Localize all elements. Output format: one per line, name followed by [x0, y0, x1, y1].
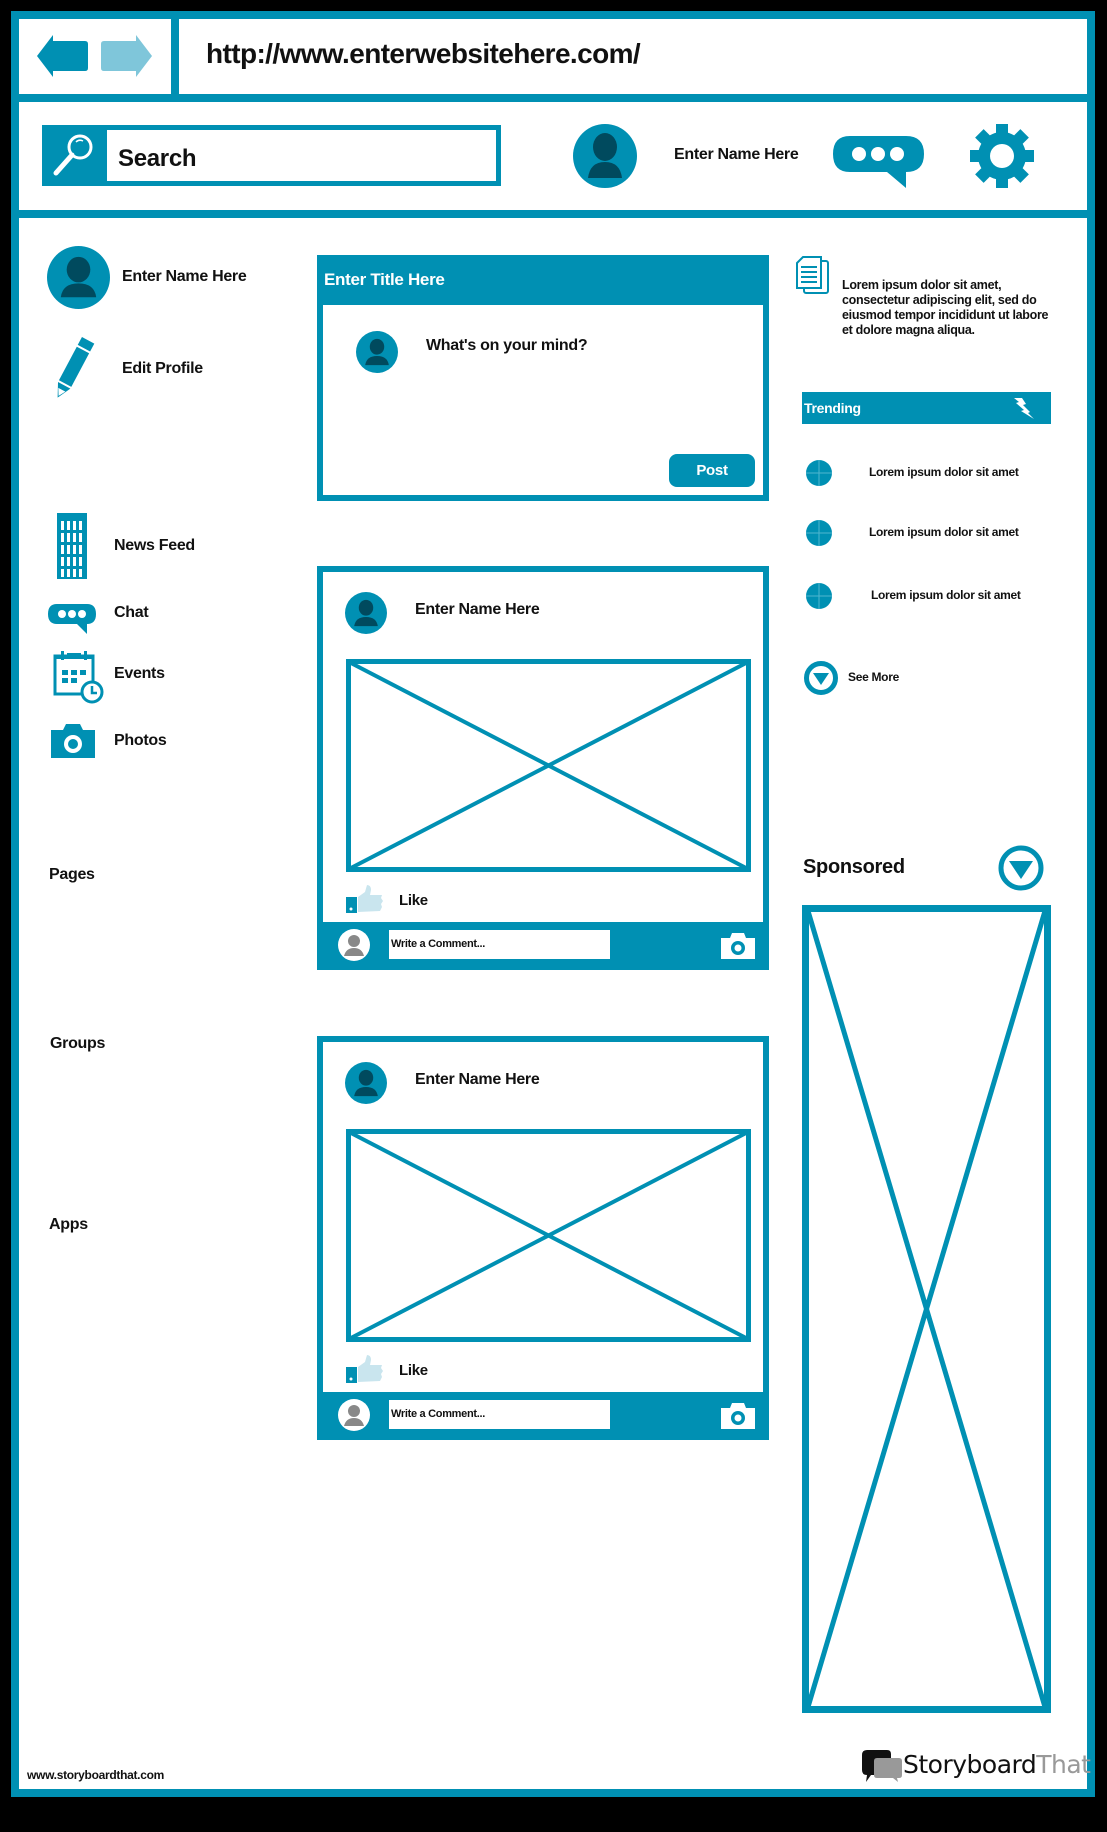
- search-icon[interactable]: [42, 125, 107, 186]
- post-avatar[interactable]: [345, 1062, 387, 1104]
- notice-text: Lorem ipsum dolor sit amet, consectetur adipiscing elit, sed do eiusmod tempor incididunt ut labore et dolore magna aliqua.: [842, 278, 1049, 337]
- search-placeholder: Search: [118, 145, 197, 172]
- commenter-avatar: [338, 929, 370, 961]
- forward-button[interactable]: [100, 33, 154, 79]
- feed-post: [317, 566, 769, 970]
- trending-item-label[interactable]: Lorem ipsum dolor sit amet: [869, 525, 1019, 539]
- post-button[interactable]: Post: [669, 454, 755, 487]
- post-avatar[interactable]: [345, 592, 387, 634]
- profile-name[interactable]: Enter Name Here: [122, 268, 247, 285]
- globe-icon: [806, 460, 832, 486]
- trending-item[interactable]: [806, 520, 832, 546]
- arrow-right-icon: [100, 33, 154, 79]
- user-avatar[interactable]: [573, 124, 637, 188]
- see-more-button[interactable]: [804, 661, 838, 695]
- pencil-icon: [50, 335, 98, 403]
- sidebar-item-photos-label[interactable]: Photos: [114, 732, 167, 749]
- sponsored-title: Sponsored: [803, 856, 905, 878]
- url-divider: [171, 19, 179, 97]
- sidebar-item-chat-label[interactable]: Chat: [114, 604, 149, 621]
- user-icon: [345, 1062, 387, 1104]
- trending-item-label[interactable]: Lorem ipsum dolor sit amet: [869, 465, 1019, 479]
- gear-icon: [968, 122, 1036, 190]
- camera-icon: [721, 1403, 755, 1429]
- sponsored-menu-button[interactable]: [998, 845, 1044, 891]
- composer-title[interactable]: Enter Title Here: [317, 255, 769, 305]
- sidebar-section-apps[interactable]: Apps: [49, 1216, 88, 1233]
- like-label[interactable]: Like: [399, 1362, 428, 1379]
- composer-card: [317, 255, 769, 501]
- globe-icon: [806, 583, 832, 609]
- lightning-icon: [1012, 396, 1036, 420]
- thumbs-up-icon: [345, 1354, 383, 1384]
- user-icon: [338, 929, 370, 961]
- user-icon: [47, 246, 110, 309]
- building-icon: [57, 513, 87, 579]
- document-icon: [795, 255, 831, 297]
- commenter-avatar: [338, 1399, 370, 1431]
- chevron-down-circle-icon: [998, 845, 1044, 891]
- divider: [19, 94, 1087, 102]
- trending-item-label[interactable]: Lorem ipsum dolor sit amet: [871, 588, 1021, 602]
- trending-item[interactable]: [806, 583, 832, 609]
- footer-site-link[interactable]: www.storyboardthat.com: [27, 1768, 164, 1782]
- camera-icon: [721, 933, 755, 959]
- trending-title: Trending: [804, 400, 861, 416]
- post-author[interactable]: Enter Name Here: [415, 1071, 540, 1088]
- like-button[interactable]: [345, 884, 383, 914]
- like-label[interactable]: Like: [399, 892, 428, 909]
- brand-wordmark: StoryboardThat: [903, 1750, 1091, 1779]
- sidebar-section-pages[interactable]: Pages: [49, 866, 95, 883]
- like-button[interactable]: [345, 1354, 383, 1384]
- composer-input[interactable]: What's on your mind?: [426, 337, 588, 354]
- see-more-label[interactable]: See More: [848, 670, 899, 684]
- settings-button[interactable]: [968, 122, 1036, 190]
- attach-photo-button[interactable]: [721, 1403, 755, 1429]
- chevron-down-circle-icon: [804, 661, 838, 695]
- post-image-placeholder[interactable]: [346, 659, 751, 872]
- sidebar-item-events[interactable]: [53, 650, 105, 704]
- back-button[interactable]: [35, 33, 89, 79]
- globe-icon: [806, 520, 832, 546]
- chat-bubble-icon: [47, 603, 97, 635]
- arrow-left-icon: [35, 33, 89, 79]
- search-input[interactable]: [42, 125, 501, 186]
- calendar-clock-icon: [53, 650, 105, 704]
- sidebar-item-events-label[interactable]: Events: [114, 665, 165, 682]
- user-name[interactable]: Enter Name Here: [674, 146, 799, 163]
- speech-bubbles-icon: [861, 1749, 903, 1783]
- image-placeholder-icon: [346, 1129, 751, 1342]
- user-icon: [345, 592, 387, 634]
- edit-profile-link[interactable]: Edit Profile: [122, 360, 203, 377]
- sidebar-item-chat[interactable]: [47, 603, 97, 635]
- image-placeholder-icon: [802, 905, 1051, 1713]
- comment-input[interactable]: Write a Comment...: [389, 1400, 610, 1429]
- feed-post: [317, 1036, 769, 1440]
- divider: [19, 210, 1087, 218]
- image-placeholder-icon: [346, 659, 751, 872]
- messages-button[interactable]: [832, 134, 926, 190]
- sponsored-ad-placeholder[interactable]: [802, 905, 1051, 1713]
- notice-icon: [795, 255, 831, 297]
- post-author[interactable]: Enter Name Here: [415, 601, 540, 618]
- sidebar-item-photos[interactable]: [51, 724, 95, 758]
- comment-input[interactable]: Write a Comment...: [389, 930, 610, 959]
- composer-avatar: [356, 331, 398, 373]
- comment-bar: [317, 922, 769, 970]
- sidebar-section-groups[interactable]: Groups: [50, 1035, 106, 1052]
- url-field[interactable]: http://www.enterwebsitehere.com/: [206, 38, 641, 69]
- sidebar-item-news-feed-label[interactable]: News Feed: [114, 537, 195, 554]
- post-image-placeholder[interactable]: [346, 1129, 751, 1342]
- thumbs-up-icon: [345, 884, 383, 914]
- comment-bar: [317, 1392, 769, 1440]
- storyboardthat-logo: [861, 1749, 903, 1783]
- user-icon: [573, 124, 637, 188]
- trending-item[interactable]: [806, 460, 832, 486]
- sidebar-item-news-feed[interactable]: [57, 513, 87, 579]
- user-icon: [338, 1399, 370, 1431]
- attach-photo-button[interactable]: [721, 933, 755, 959]
- trending-header: [802, 392, 1051, 424]
- camera-icon: [51, 724, 95, 758]
- edit-profile-icon[interactable]: [50, 335, 98, 403]
- chat-bubble-icon: [832, 134, 926, 190]
- profile-avatar[interactable]: [47, 246, 110, 309]
- user-icon: [356, 331, 398, 373]
